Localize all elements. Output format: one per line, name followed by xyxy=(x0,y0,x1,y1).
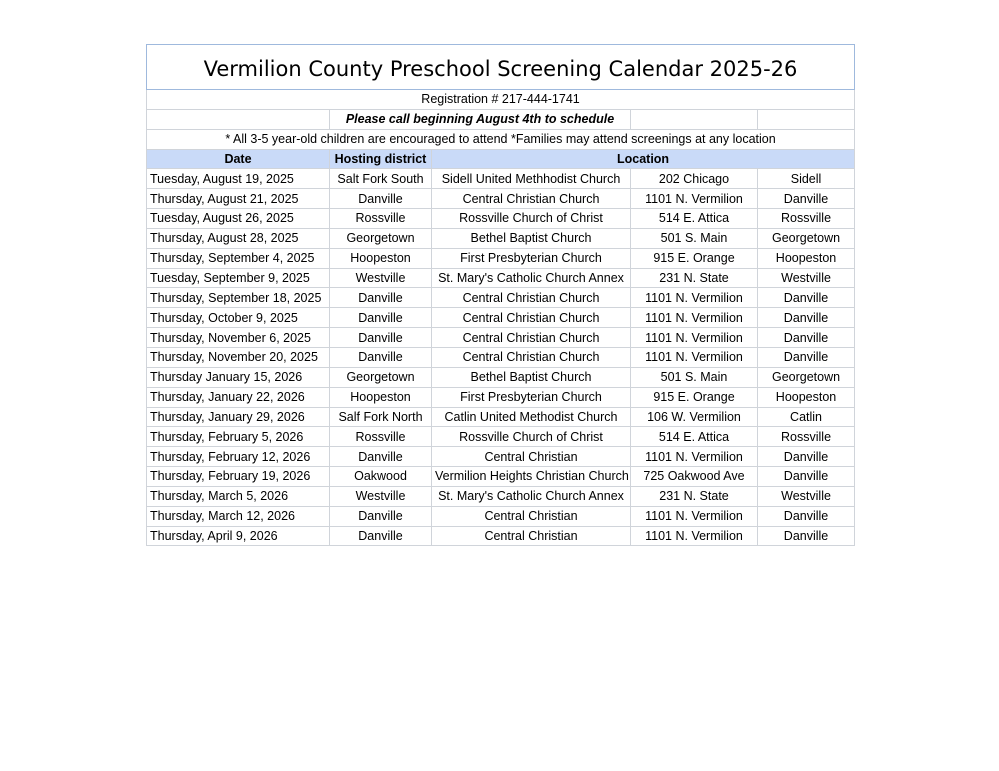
table-row xyxy=(147,467,855,487)
table-row xyxy=(147,228,855,248)
registration-number: Registration # 217-444-1741 xyxy=(147,90,855,110)
page-title: Vermilion County Preschool Screening Calendar 2025-26 xyxy=(147,45,855,90)
venue-cell: Central Christian Church xyxy=(432,308,631,328)
venue-cell: First Presbyterian Church xyxy=(432,248,631,268)
district-cell: Rossville xyxy=(330,209,432,229)
date-cell: Thursday, November 20, 2025 xyxy=(147,347,330,367)
venue-cell: Bethel Baptist Church xyxy=(432,367,631,387)
address-cell: 1101 N. Vermilion xyxy=(631,347,758,367)
address-cell: 514 E. Attica xyxy=(631,427,758,447)
date-cell: Thursday, April 9, 2026 xyxy=(147,526,330,546)
city-cell: Danville xyxy=(758,467,855,487)
district-cell: Hoopeston xyxy=(330,387,432,407)
venue-cell: Catlin United Methodist Church xyxy=(432,407,631,427)
attendance-note: * All 3-5 year-old children are encouraged to attend *Families may attend screenings at any location xyxy=(147,129,855,149)
title-row xyxy=(147,45,855,90)
table-row xyxy=(147,427,855,447)
venue-cell: St. Mary's Catholic Church Annex xyxy=(432,486,631,506)
date-cell: Thursday, March 12, 2026 xyxy=(147,506,330,526)
date-cell: Thursday, February 12, 2026 xyxy=(147,447,330,467)
district-cell: Danville xyxy=(330,288,432,308)
date-cell: Thursday, January 29, 2026 xyxy=(147,407,330,427)
city-cell: Danville xyxy=(758,288,855,308)
call-notice: Please call beginning August 4th to schedule xyxy=(330,109,631,129)
address-cell: 231 N. State xyxy=(631,268,758,288)
district-cell: Westville xyxy=(330,486,432,506)
date-cell: Tuesday, August 19, 2025 xyxy=(147,169,330,189)
table-row xyxy=(147,347,855,367)
table-row xyxy=(147,486,855,506)
date-cell: Thursday, February 5, 2026 xyxy=(147,427,330,447)
venue-cell: Bethel Baptist Church xyxy=(432,228,631,248)
venue-cell: Central Christian Church xyxy=(432,347,631,367)
date-cell: Thursday, September 18, 2025 xyxy=(147,288,330,308)
date-cell: Thursday January 15, 2026 xyxy=(147,367,330,387)
city-cell: Rossville xyxy=(758,427,855,447)
date-cell: Thursday, November 6, 2025 xyxy=(147,328,330,348)
venue-cell: Vermilion Heights Christian Church xyxy=(432,467,631,487)
table-row xyxy=(147,447,855,467)
table-row xyxy=(147,308,855,328)
address-cell: 501 S. Main xyxy=(631,367,758,387)
call-notice-row xyxy=(147,109,855,129)
city-cell: Georgetown xyxy=(758,367,855,387)
venue-cell: Central Christian Church xyxy=(432,328,631,348)
city-cell: Danville xyxy=(758,328,855,348)
city-cell: Sidell xyxy=(758,169,855,189)
table-row xyxy=(147,288,855,308)
address-cell: 1101 N. Vermilion xyxy=(631,506,758,526)
district-cell: Danville xyxy=(330,328,432,348)
table-row xyxy=(147,407,855,427)
venue-cell: Rossville Church of Christ xyxy=(432,427,631,447)
address-cell: 501 S. Main xyxy=(631,228,758,248)
city-cell: Danville xyxy=(758,447,855,467)
table-row xyxy=(147,248,855,268)
district-cell: Danville xyxy=(330,447,432,467)
address-cell: 514 E. Attica xyxy=(631,209,758,229)
venue-cell: Central Christian Church xyxy=(432,189,631,209)
date-cell: Thursday, October 9, 2025 xyxy=(147,308,330,328)
city-cell: Danville xyxy=(758,506,855,526)
district-cell: Danville xyxy=(330,308,432,328)
address-cell: 231 N. State xyxy=(631,486,758,506)
date-cell: Thursday, September 4, 2025 xyxy=(147,248,330,268)
district-cell: Rossville xyxy=(330,427,432,447)
table-row xyxy=(147,268,855,288)
registration-row xyxy=(147,90,855,110)
table-row xyxy=(147,387,855,407)
header-row xyxy=(147,149,855,169)
address-cell: 106 W. Vermilion xyxy=(631,407,758,427)
city-cell: Danville xyxy=(758,308,855,328)
venue-cell: First Presbyterian Church xyxy=(432,387,631,407)
district-cell: Hoopeston xyxy=(330,248,432,268)
venue-cell: Central Christian Church xyxy=(432,288,631,308)
city-cell: Danville xyxy=(758,189,855,209)
district-cell: Salf Fork North xyxy=(330,407,432,427)
date-cell: Thursday, August 28, 2025 xyxy=(147,228,330,248)
district-cell: Westville xyxy=(330,268,432,288)
table-row xyxy=(147,189,855,209)
city-cell: Hoopeston xyxy=(758,248,855,268)
date-cell: Tuesday, September 9, 2025 xyxy=(147,268,330,288)
table-row xyxy=(147,367,855,387)
city-cell: Danville xyxy=(758,526,855,546)
city-cell: Rossville xyxy=(758,209,855,229)
city-cell: Westville xyxy=(758,486,855,506)
district-cell: Danville xyxy=(330,526,432,546)
address-cell: 1101 N. Vermilion xyxy=(631,447,758,467)
address-cell: 1101 N. Vermilion xyxy=(631,526,758,546)
date-cell: Thursday, February 19, 2026 xyxy=(147,467,330,487)
district-cell: Danville xyxy=(330,347,432,367)
table-row xyxy=(147,209,855,229)
address-cell: 1101 N. Vermilion xyxy=(631,189,758,209)
venue-cell: St. Mary's Catholic Church Annex xyxy=(432,268,631,288)
address-cell: 202 Chicago xyxy=(631,169,758,189)
header-district: Hosting district xyxy=(330,149,432,169)
city-cell: Danville xyxy=(758,347,855,367)
venue-cell: Rossville Church of Christ xyxy=(432,209,631,229)
district-cell: Georgetown xyxy=(330,228,432,248)
city-cell: Hoopeston xyxy=(758,387,855,407)
note-row xyxy=(147,129,855,149)
district-cell: Danville xyxy=(330,506,432,526)
date-cell: Thursday, March 5, 2026 xyxy=(147,486,330,506)
header-date: Date xyxy=(147,149,330,169)
city-cell: Catlin xyxy=(758,407,855,427)
address-cell: 725 Oakwood Ave xyxy=(631,467,758,487)
district-cell: Oakwood xyxy=(330,467,432,487)
venue-cell: Sidell United Methhodist Church xyxy=(432,169,631,189)
district-cell: Georgetown xyxy=(330,367,432,387)
header-location: Location xyxy=(432,149,855,169)
venue-cell: Central Christian xyxy=(432,506,631,526)
table-row xyxy=(147,526,855,546)
district-cell: Danville xyxy=(330,189,432,209)
address-cell: 915 E. Orange xyxy=(631,248,758,268)
empty-cell xyxy=(631,109,758,129)
empty-cell xyxy=(147,109,330,129)
venue-cell: Central Christian xyxy=(432,526,631,546)
city-cell: Westville xyxy=(758,268,855,288)
screening-calendar-table xyxy=(146,44,855,546)
district-cell: Salt Fork South xyxy=(330,169,432,189)
address-cell: 915 E. Orange xyxy=(631,387,758,407)
date-cell: Thursday, January 22, 2026 xyxy=(147,387,330,407)
address-cell: 1101 N. Vermilion xyxy=(631,328,758,348)
date-cell: Thursday, August 21, 2025 xyxy=(147,189,330,209)
empty-cell xyxy=(758,109,855,129)
table-row xyxy=(147,328,855,348)
date-cell: Tuesday, August 26, 2025 xyxy=(147,209,330,229)
address-cell: 1101 N. Vermilion xyxy=(631,308,758,328)
city-cell: Georgetown xyxy=(758,228,855,248)
address-cell: 1101 N. Vermilion xyxy=(631,288,758,308)
venue-cell: Central Christian xyxy=(432,447,631,467)
table-row xyxy=(147,506,855,526)
table-row xyxy=(147,169,855,189)
